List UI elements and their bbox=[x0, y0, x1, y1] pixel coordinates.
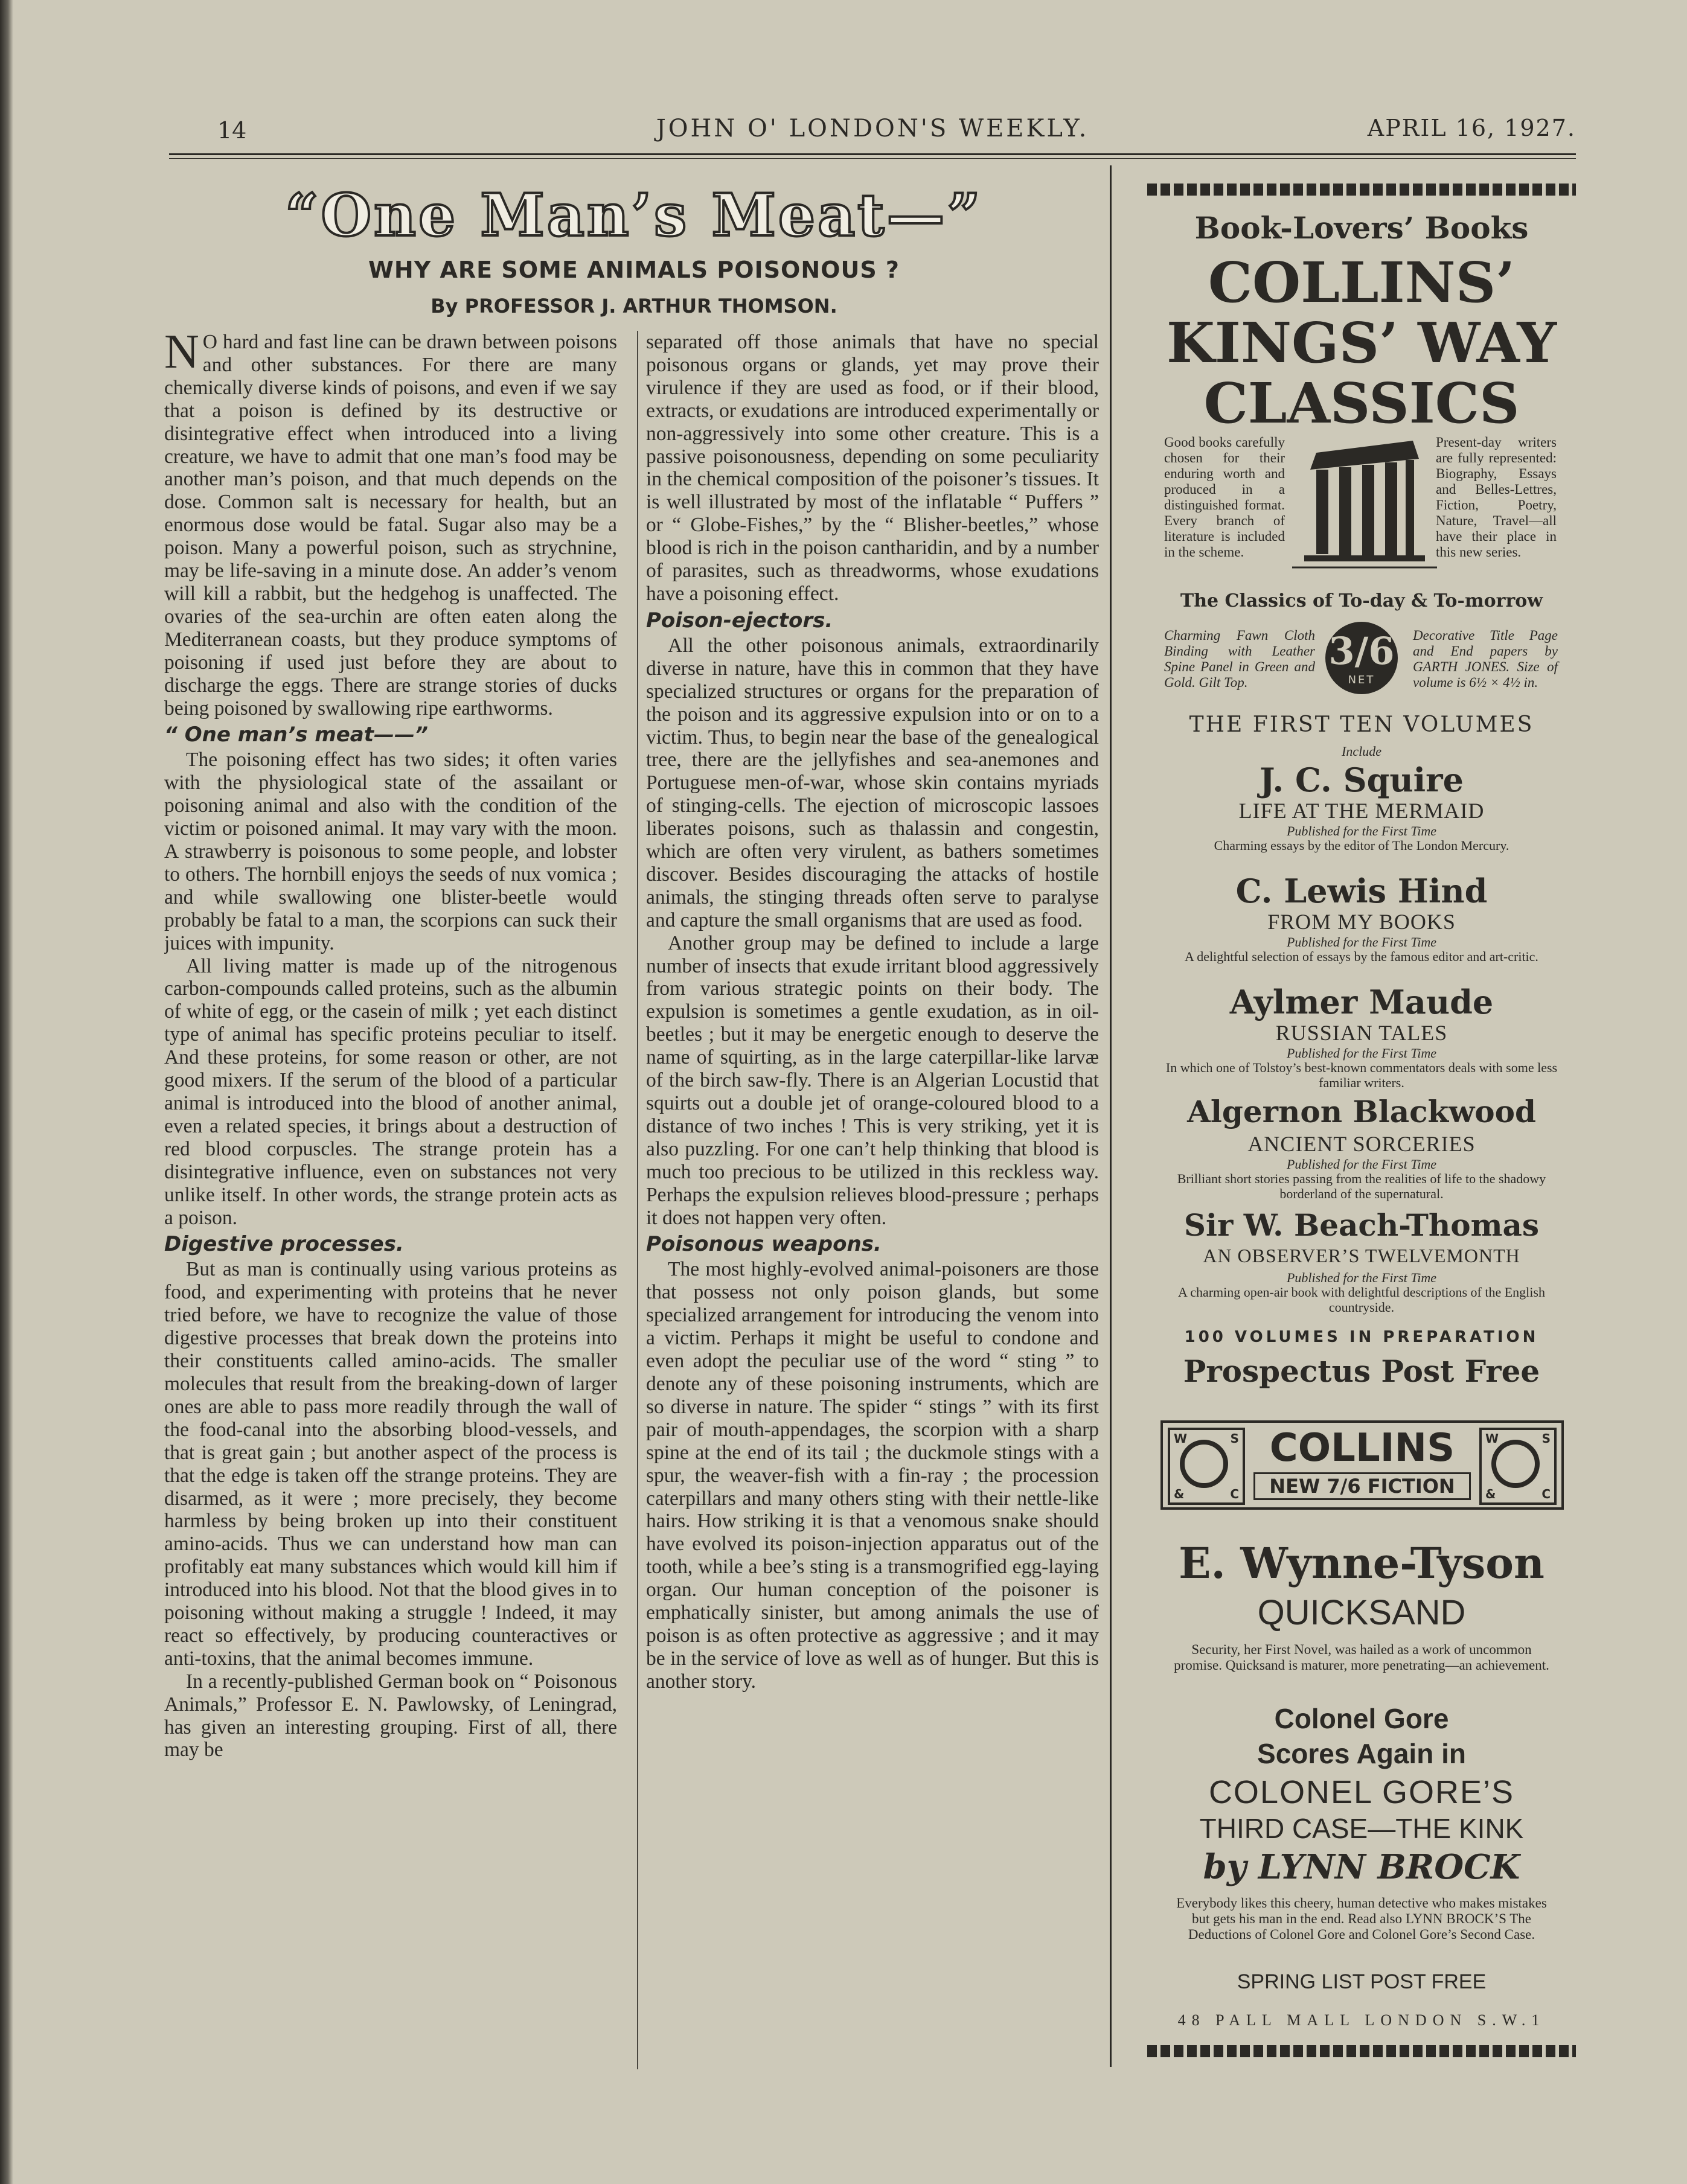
section-heading: Digestive processes. bbox=[164, 1232, 404, 1257]
masthead-rule bbox=[169, 153, 1576, 155]
spring-list: SPRING LIST POST FREE bbox=[1237, 1970, 1487, 1993]
issue-date: APRIL 16, 1927. bbox=[1367, 115, 1576, 141]
section-heading: Poison-ejectors. bbox=[646, 608, 833, 633]
masthead-rule-thin bbox=[169, 158, 1576, 159]
dash-border-bottom bbox=[1147, 2045, 1576, 2057]
binding-gutter bbox=[0, 0, 13, 2184]
dash-border-top bbox=[1147, 184, 1576, 196]
paragraph: All the other poisonous animals, extraordinarily diverse in nature, have this in common that they have specialized structures or organs for the preparation of the poison and its aggressive expulsion into or on to a victim. Thus, to begin near the base of the genealogical tree, there are the jellyfishes and sea-anemones and Portuguese men-of-war, whose skin contains myriads of stinging-cells. The ejection of microscopic lassoes liberates poisons, such as thalassin and congestin, which are often very virulent, as bathers sometimes discover. Besides discouraging the attacks of hostile animals, the stinging threads often serve to paralyse and capture the small organisms that are used as food. bbox=[646, 634, 1099, 931]
price-net: NET bbox=[1348, 674, 1375, 686]
fiction-label: NEW 7/6 FICTION bbox=[1253, 1472, 1471, 1500]
gore-headline-1: Colonel Gore bbox=[1274, 1703, 1449, 1734]
collins-fiction-banner bbox=[1160, 1420, 1564, 1510]
book-title: RUSSIAN TALES bbox=[1275, 1021, 1448, 1045]
paragraph: But as man is continually using various proteins as food, and experimenting with proteins that he never tried before, we have to recognize the value of those digestive processes that break down the proteins into their constituents called amino-acids. The smaller molecules that result from the breaking-down of larger ones are able to pass more readily through the wall of the food-canal into the absorbing blood-vessels, and that is great gain ; but another aspect of the process is that the edge is taken off the strange proteins. They are disarmed, as it were ; more precisely, they become harmless by being broken up into their constituent amino-acids. Thus we can understand how man can profitably eat many substances which would kill him if introduced into his blood. Not that the blood gives in to poisoning without making a struggle ! Indeed, it may react so effectively, by producing counteractives or anti-toxins, that the animal becomes immune. bbox=[164, 1258, 617, 1670]
book-note: Published for the First Time bbox=[1286, 934, 1437, 950]
ad-header: Book-Lovers’ Books bbox=[1194, 210, 1529, 246]
collins-wordmark: COLLINS bbox=[1269, 1426, 1455, 1470]
article-column-2 bbox=[646, 331, 1099, 2069]
book-description: A charming open-air book with delightful descriptions of the English countryside. bbox=[1178, 1285, 1545, 1315]
drop-cap: N bbox=[164, 331, 199, 378]
book-description: In which one of Tolstoy’s best-known commentators deals with some less familiar writers. bbox=[1165, 1060, 1558, 1090]
book-title: AN OBSERVER’S TWELVEMONTH bbox=[1203, 1245, 1520, 1266]
include-label: Include bbox=[1342, 744, 1381, 759]
book-note: Published for the First Time bbox=[1286, 1046, 1437, 1061]
paragraph: In a recently-published German book on “ Poisonous Animals,” Professor E. N. Pawlowsky, of Leningrad, has given an interesting grouping. First of all, there may be bbox=[164, 1670, 617, 1761]
series-name-2: KINGS’ WAY bbox=[1166, 310, 1557, 375]
book-title: LIFE AT THE MERMAID bbox=[1238, 799, 1485, 823]
article-title: “One Man’s Meat—” bbox=[285, 181, 983, 249]
design-description: Decorative Title Page and End papers by GARTH JONES. Size of volume is 6½ × 4½ in. bbox=[1413, 628, 1558, 690]
paragraph: All living matter is made up of the nitrogenous carbon-compounds called proteins, such as the albumin of white of egg, or the casein of milk ; yet each distinct type of animal has specific proteins peculiar to itself. And these proteins, for some reason or other, are not good mixers. If the serum of the blood of a particular animal is introduced into the blood of another animal, even a related species, it brings about a destruction of red blood corpuscles. The strange protein has a disintegrative influence, even on substances not very unlike itself. In other words, the strange protein acts as a poison. bbox=[164, 954, 617, 1229]
collins-logo-icon: W S & C bbox=[1168, 1428, 1245, 1505]
price-badge bbox=[1325, 622, 1398, 694]
paragraph: separated off those animals that have no special poisonous organs or glands, yet may prove their virulence if they are used as food, or if their blood, extracts, or exudations are introduced experimentally or non-aggressively into some other creature. This is a passive poisonousness, depending on some peculiarity in the chemical composition of the poisoner’s tissues. It is well illustrated by most of the inflatable “ Puffers ” or “ Globe-Fishes,” by the “ Blisher-beetles,” whose blood is rich in the poison cantharidin, and by a number of parasites, such as threadworms, whose exudations have a poisoning effect. bbox=[646, 331, 1099, 605]
page-number: 14 bbox=[217, 117, 247, 144]
article-subtitle: WHY ARE SOME ANIMALS POISONOUS ? bbox=[368, 257, 900, 283]
series-blurb-right: Present-day writers are fully represented: Biography, Essays and Belles-Lettres, Fiction, Poetry, Nature, Travel—all have their place in this new series. bbox=[1436, 435, 1557, 560]
book-author: Aylmer Maude bbox=[1229, 983, 1494, 1021]
series-name-1: COLLINS’ bbox=[1208, 250, 1516, 315]
section-heading: “ One man’s meat——” bbox=[164, 723, 428, 747]
volumes-in-preparation: 100 VOLUMES IN PREPARATION bbox=[1184, 1328, 1539, 1346]
section-heading: Poisonous weapons. bbox=[646, 1232, 882, 1257]
article-byline: By PROFESSOR J. ARTHUR THOMSON. bbox=[431, 295, 837, 318]
book-note: Published for the First Time bbox=[1286, 823, 1437, 838]
book-author: Sir W. Beach-Thomas bbox=[1183, 1207, 1540, 1243]
fiction-description: Security, her First Novel, was hailed as a work of uncommon promise. Quicksand is maturer, more penetrating—an achievement. bbox=[1174, 1642, 1549, 1673]
gore-title-2: THIRD CASE—THE KINK bbox=[1199, 1813, 1524, 1844]
fiction-author: E. Wynne-Tyson bbox=[1179, 1538, 1545, 1588]
publication-title: JOHN O' LONDON'S WEEKLY. bbox=[656, 115, 1089, 142]
prospectus-line: Prospectus Post Free bbox=[1183, 1353, 1540, 1389]
paragraph: Another group may be defined to include a large number of insects that exude irritant blood aggressively from various strategic points on their body. The expulsion is sometimes a gentle exudation, as in oil-beetles ; but it may be energetic enough to deserve the name of squirting, as in the large caterpillar-like larvæ of the birch saw-fly. There is an Algerian Locustid that squirts out a double jet of orange-coloured blood to a distance of two inches ! This is very striking, yet it is also puzzling. For one can’t help thinking that blood is much too precious to be utilized in this reckless way. Perhaps the expulsion relieves blood-pressure ; perhaps it does not happen very often. bbox=[646, 931, 1099, 1229]
book-title: FROM MY BOOKS bbox=[1267, 910, 1456, 934]
first-ten-volumes: THE FIRST TEN VOLUMES bbox=[1189, 712, 1534, 737]
article-column-1 bbox=[164, 331, 617, 2069]
book-author: Algernon Blackwood bbox=[1187, 1094, 1536, 1129]
price: 3/6 bbox=[1328, 629, 1395, 673]
collins-advertisement bbox=[1147, 181, 1576, 2077]
book-note: Published for the First Time bbox=[1286, 1157, 1437, 1172]
classics-tagline: The Classics of To-day & To-morrow bbox=[1180, 590, 1543, 611]
series-blurb-left: Good books carefully chosen for their enduring worth and produced in a distinguished format. Every branch of literature is included in the scheme. bbox=[1164, 435, 1285, 560]
publisher-address: 48 PALL MALL LONDON S.W.1 bbox=[1177, 2011, 1546, 2029]
book-author: J. C. Squire bbox=[1260, 761, 1464, 799]
fiction-title: QUICKSAND bbox=[1257, 1593, 1466, 1632]
advert-divider bbox=[1110, 165, 1112, 2067]
paragraph: The poisoning effect has two sides; it often varies with the physiological state of the assailant or poisoning animal and also with the condition of the victim or poisoned animal. It may vary with the moon. A strawberry is poisonous to some people, and lobster to others. The hornbill enjoys the seeds of nux vomica ; and while swallowing one blister-beetle would probably be fatal to a man, the scorpions can suck their juices with impunity. bbox=[164, 749, 617, 954]
book-author: C. Lewis Hind bbox=[1235, 872, 1488, 910]
book-description: A delightful selection of essays by the famous editor and art-critic. bbox=[1185, 949, 1538, 964]
gore-author: by LYNN BROCK bbox=[1203, 1847, 1520, 1887]
book-title: ANCIENT SORCERIES bbox=[1247, 1132, 1476, 1156]
book-description: Charming essays by the editor of The London Mercury. bbox=[1214, 838, 1509, 853]
collins-logo-icon: W S & C bbox=[1479, 1428, 1557, 1505]
temple-illustration-icon bbox=[1292, 435, 1437, 573]
gore-description: Everybody likes this cheery, human detective who makes mistakes but gets his man in the end. Read also LYNN BROCK’S The Deductions of Colonel Gore and Colonel Gore’s Second Case. bbox=[1176, 1895, 1547, 1942]
masthead bbox=[169, 111, 1576, 153]
gore-title-1: COLONEL GORE’S bbox=[1208, 1774, 1515, 1810]
column-divider bbox=[637, 331, 638, 2069]
book-description: Brilliant short stories passing from the realities of life to the shadowy borderland of the supernatural. bbox=[1177, 1171, 1546, 1201]
paragraph: N O hard and fast line can be drawn between poisons and other substances. For there are many chemically diverse kinds of poisons, and even if we say that a poison is defined by its destructive or disintegrative effect when introduced into a living creature, we have to admit that one man’s food may be another man’s poison, and that much depends on the dose. Common salt is necessary for health, but an enormous dose would be fatal. Sugar also may be a poison. Many a powerful poison, such as strychnine, may be life-saving in a minute dose. An adder’s venom will kill a rabbit, but the hedgehog is unaffected. The ovaries of the sea-urchin are often eaten along the Mediterranean coasts, but they produce symptoms of poisoning if used just before they are about to discharge the eggs. There are strange stories of ducks being poisoned by swallowing ripe earthworms. bbox=[164, 331, 617, 720]
paragraph: The most highly-evolved animal-poisoners are those that possess not only poison glands, but some specialized arrangement for introducing the venom into a victim. Perhaps it might be useful to condone and even adopt the peculiar use of the word “ sting ” to denote any of these poisoning instruments, which are so diverse in nature. The spider “ stings ” with its first pair of mouth-appendages, the scorpion with a sharp spine at the end of its tail ; the duckmole stings with a spur, the weaver-fish with a fin-ray ; the procession caterpillars and many others sting with their nettle-like hairs. How striking it is that a venomous snake should have evolved its poison-injection apparatus out of the tooth, while a bee’s sting is a transmogrified egg-laying organ. Our human conception of the poisoner is emphatically sinister, but among animals the use of poison is as often protective as aggressive ; and it may be in the service of love as well as of hunger. But this is another story. bbox=[646, 1258, 1099, 1693]
series-name-3: CLASSICS bbox=[1203, 371, 1520, 436]
book-note: Published for the First Time bbox=[1286, 1270, 1437, 1285]
binding-description: Charming Fawn Cloth Binding with Leather Spine Panel in Green and Gold. Gilt Top. bbox=[1164, 628, 1315, 690]
gore-headline-2: Scores Again in bbox=[1257, 1738, 1466, 1769]
